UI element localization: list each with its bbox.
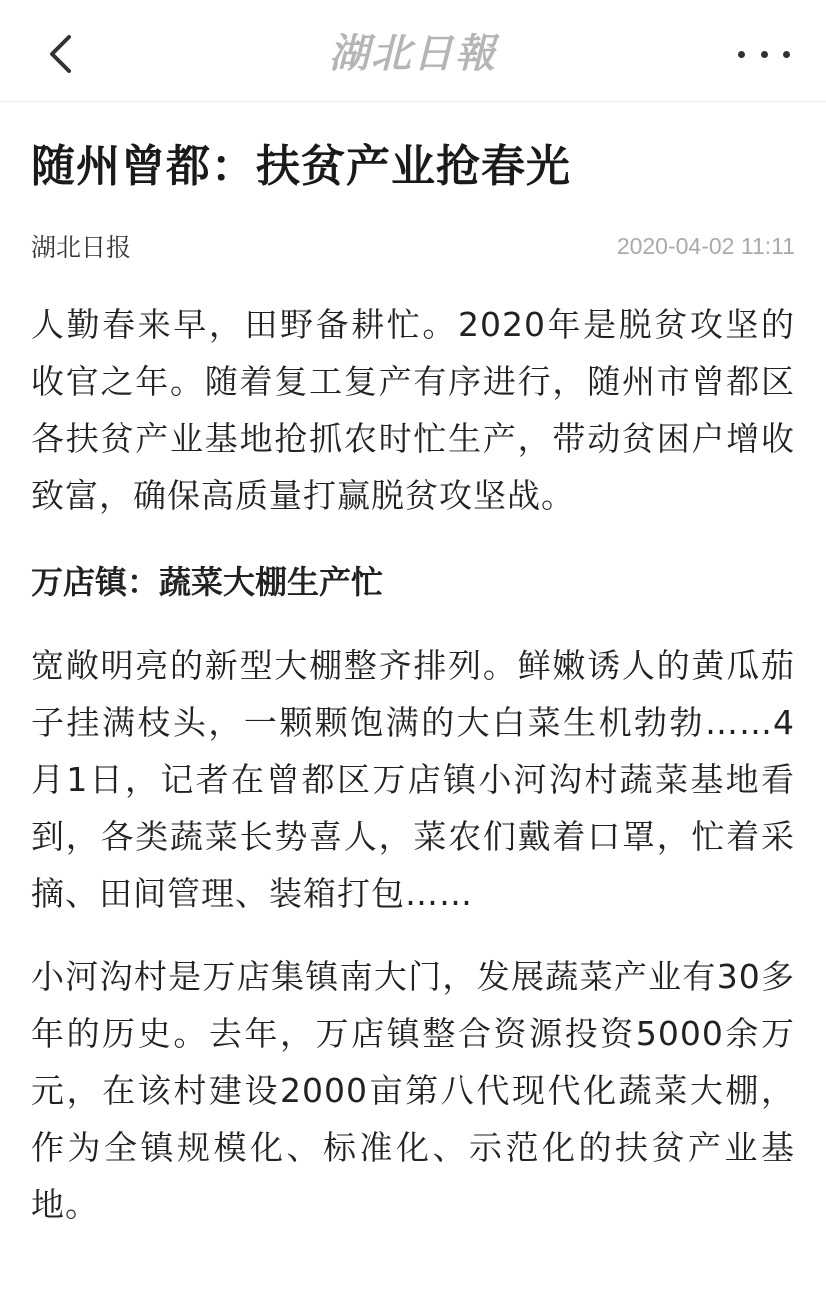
article-subheading: 万店镇：蔬菜大棚生产忙	[31, 563, 384, 601]
article-body	[0, 138, 826, 1233]
top-nav-bar	[0, 0, 826, 102]
chevron-left-icon	[47, 34, 73, 74]
article-timestamp: 2020-04-02 11:11	[616, 232, 795, 259]
newspaper-logo: 湖北日報	[329, 30, 497, 77]
back-button[interactable]	[36, 30, 84, 78]
article-paragraph: 宽敞明亮的新型大棚整齐排列。鲜嫩诱人的黄瓜茄子挂满枝头，一颗颗饱满的大白菜生机勃勃……4月1日，记者在曾都区万店镇小河沟村蔬菜基地看到，各类蔬菜长势喜人，菜农们戴着口罩，忙着采摘、田间管理、装箱打包……	[31, 646, 795, 913]
article-meta	[31, 226, 795, 266]
more-options-button[interactable]	[738, 36, 790, 72]
more-horizontal-icon	[738, 51, 745, 58]
article-title: 随州曾都：扶贫产业抢春光	[31, 141, 571, 192]
article-source: 湖北日报	[31, 233, 132, 262]
article-paragraph: 人勤春来早，田野备耕忙。2020年是脱贫攻坚的收官之年。随着复工复产有序进行，随州市曾都区各扶贫产业基地抢抓农时忙生产，带动贫困户增收致富，确保高质量打赢脱贫攻坚战。	[31, 305, 795, 515]
article-paragraph: 小河沟村是万店集镇南大门，发展蔬菜产业有30多年的历史。去年，万店镇整合资源投资5000余万元，在该村建设2000亩第八代现代化蔬菜大棚，作为全镇规模化、标准化、示范化的扶贫产业基地。	[31, 957, 795, 1224]
